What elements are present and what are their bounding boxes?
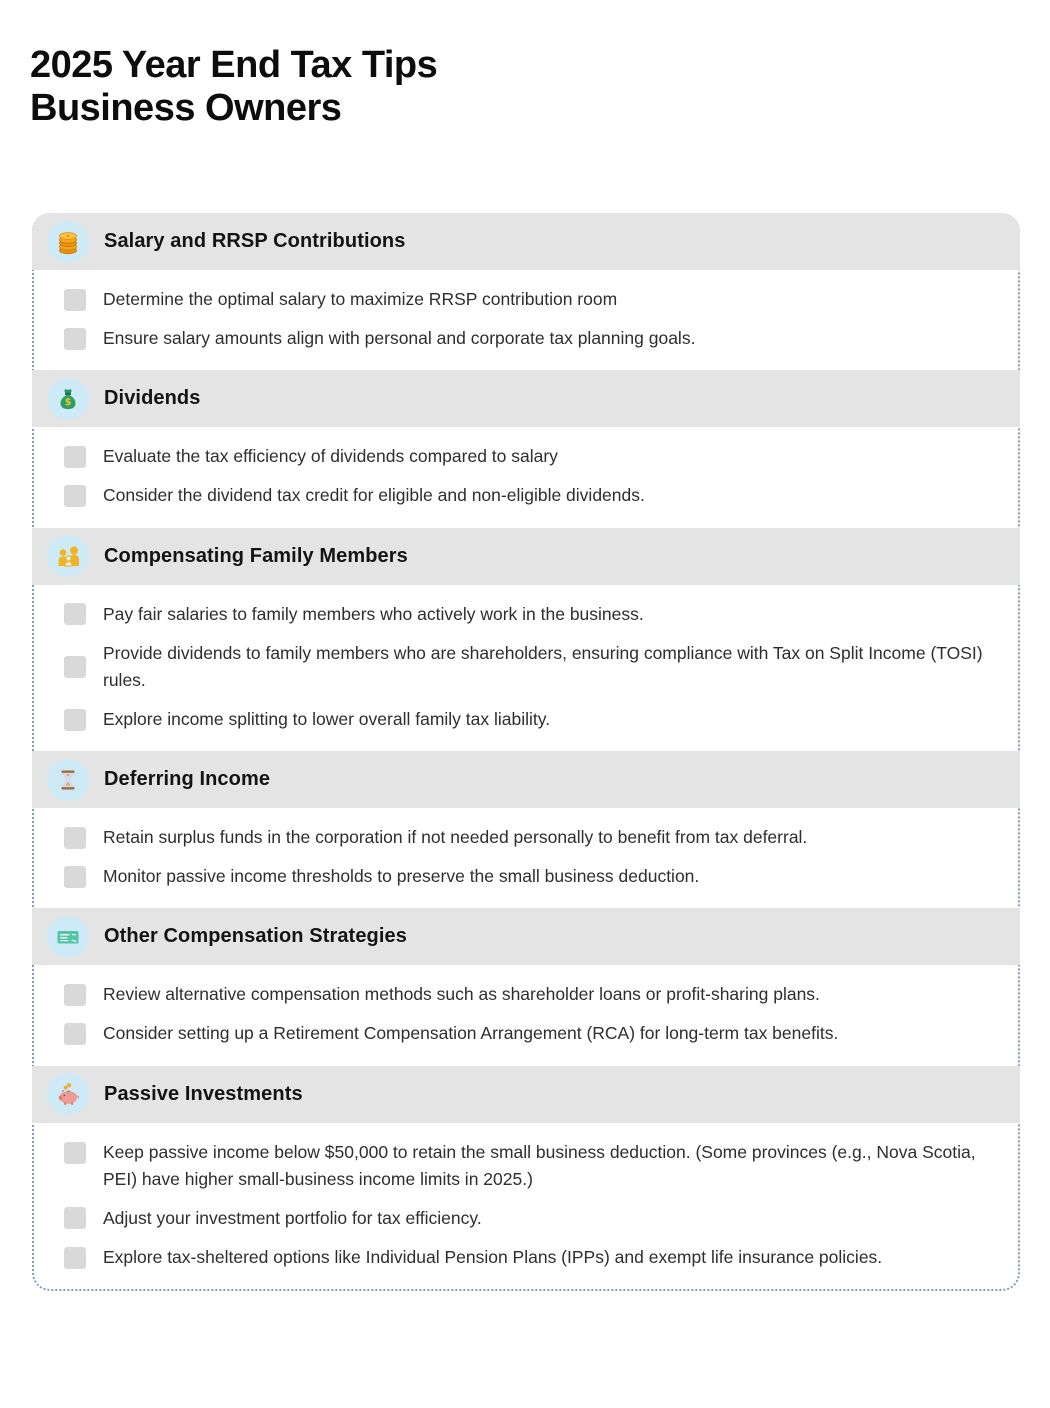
section-title: Passive Investments <box>104 1082 303 1105</box>
tax-tips-checklist <box>32 213 1020 1291</box>
checkbox[interactable] <box>64 1207 86 1229</box>
money-bag-icon <box>47 378 89 420</box>
section-items-other-comp <box>34 965 1018 1065</box>
list-item <box>34 280 998 319</box>
item-text: Provide dividends to family members who are shareholders, ensuring compliance with Tax on Split Income (TOSI) rules. <box>103 642 983 690</box>
item-text: Determine the optimal salary to maximize RRSP contribution room <box>103 289 618 310</box>
section-header-family <box>32 528 1020 585</box>
coin-stack-icon <box>47 221 89 263</box>
item-text: Pay fair salaries to family members who actively work in the business. <box>103 603 644 624</box>
item-text: Monitor passive income thresholds to preserve the small business deduction. <box>103 866 700 887</box>
page-title-line2: Business Owners <box>30 86 342 129</box>
section-header-passive <box>32 1066 1020 1123</box>
section-items-passive <box>34 1123 1018 1290</box>
item-text: Evaluate the tax efficiency of dividends compared to salary <box>103 446 558 467</box>
hourglass-icon <box>47 759 89 801</box>
section-title: Deferring Income <box>104 768 271 791</box>
section-title: Other Compensation Strategies <box>104 925 407 948</box>
list-item <box>34 476 998 515</box>
section-items-family <box>34 585 1018 752</box>
svg-text:$: $ <box>64 396 72 408</box>
item-text: Keep passive income below $50,000 to retain the small business deduction. (Some provinces (e.g., Nova Scotia, PEI) have higher small-business income limits in 2025.) <box>103 1141 976 1189</box>
section-title: Compensating Family Members <box>104 544 408 567</box>
list-item <box>34 1014 998 1053</box>
section-items-dividends <box>34 427 1018 527</box>
section-header-other-comp <box>32 908 1020 965</box>
list-item <box>34 857 998 896</box>
list-item <box>34 1238 998 1277</box>
item-text: Ensure salary amounts align with personal and corporate tax planning goals. <box>103 328 696 349</box>
section-title: Dividends <box>104 387 201 410</box>
checkbox[interactable] <box>64 328 86 350</box>
page-title <box>30 44 1020 129</box>
checkbox[interactable] <box>64 984 86 1006</box>
section-items-deferring <box>34 808 1018 908</box>
section-header-salary-rrsp <box>32 213 1020 270</box>
item-text: Adjust your investment portfolio for tax efficiency. <box>103 1207 482 1228</box>
list-item <box>34 437 998 476</box>
cheque-icon <box>47 916 89 958</box>
checkbox[interactable] <box>64 1247 86 1269</box>
section-title: Salary and RRSP Contributions <box>104 230 406 253</box>
list-item <box>34 1133 998 1199</box>
checkbox[interactable] <box>64 866 86 888</box>
checkbox[interactable] <box>64 446 86 468</box>
checkbox[interactable] <box>64 1023 86 1045</box>
checkbox[interactable] <box>64 1142 86 1164</box>
list-item <box>34 818 998 857</box>
item-text: Explore income splitting to lower overall family tax liability. <box>103 708 551 729</box>
list-item <box>34 1199 998 1238</box>
checkbox[interactable] <box>64 656 86 678</box>
section-header-deferring <box>32 751 1020 808</box>
page-title-line1: 2025 Year End Tax Tips <box>30 44 438 86</box>
section-items-salary-rrsp <box>34 270 1018 370</box>
family-icon <box>47 535 89 577</box>
item-text: Consider the dividend tax credit for eligible and non-eligible dividends. <box>103 485 645 506</box>
list-item <box>34 634 998 700</box>
list-item <box>34 975 998 1014</box>
list-item <box>34 700 998 739</box>
checkbox[interactable] <box>64 485 86 507</box>
list-item <box>34 319 998 358</box>
checkbox[interactable] <box>64 827 86 849</box>
item-text: Consider setting up a Retirement Compensation Arrangement (RCA) for long-term tax benefits. <box>103 1023 839 1044</box>
piggy-bank-icon <box>47 1073 89 1115</box>
checkbox[interactable] <box>64 289 86 311</box>
list-item <box>34 595 998 634</box>
item-text: Retain surplus funds in the corporation if not needed personally to benefit from tax deferral. <box>103 827 808 848</box>
section-header-dividends <box>32 370 1020 427</box>
checkbox[interactable] <box>64 709 86 731</box>
item-text: Explore tax-sheltered options like Individual Pension Plans (IPPs) and exempt life insurance policies. <box>103 1246 883 1267</box>
item-text: Review alternative compensation methods such as shareholder loans or profit-sharing plans. <box>103 984 820 1005</box>
checkbox[interactable] <box>64 603 86 625</box>
